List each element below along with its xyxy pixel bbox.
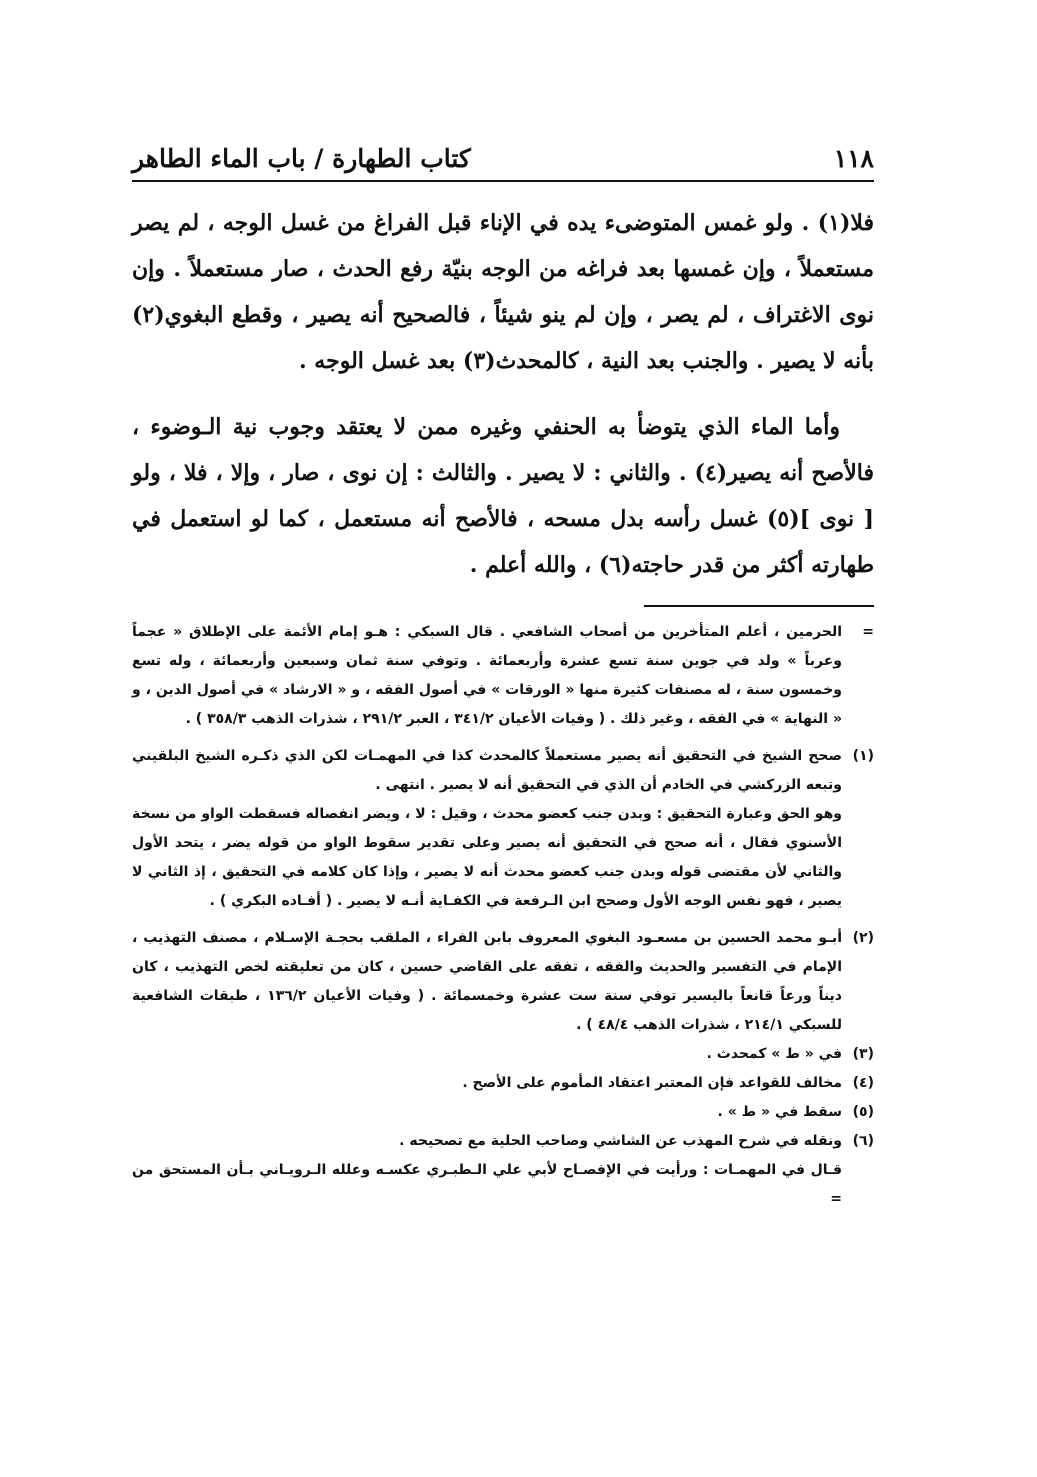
footnote-number: (١) bbox=[852, 748, 874, 764]
footnote-number: (٥) bbox=[852, 1104, 874, 1120]
footnote-text: في « ط » كمحدث . bbox=[706, 1046, 842, 1062]
footnote-text: صحح الشيخ في التحقيق أنه يصير مستعملاً كالمحدث كذا في المهمـات لكن الذي ذكـره الشيخ البلقيني وتبعه الزركشي في الخادم أن الذي في التحقيق أنه لا يصير . انتهى . bbox=[132, 748, 842, 793]
footnote-text: ونقله في شرح المهذب عن الشاشي وصاحب الحلية مع تصحيحه . bbox=[399, 1133, 842, 1149]
main-paragraph: وأما الماء الذي يتوضأ به الحنفي وغيره ممن لا يعتقد وجوب نية الـوضوء ، فالأصح أنه يصير(٤) . والثاني : لا يصير . والثالث : إن نوى ، صار ، وإلا ، فلا ، ولو [ نوى ](٥) غسل رأسه بدل مسحه ، فالأصح أنه مستعمل ، كما لو استعمل في طهارته أكثر من قدر حاجته(٦) ، والله أعلم . bbox=[132, 414, 874, 578]
footnote-4 bbox=[132, 1069, 874, 1098]
footnote-separator bbox=[644, 605, 874, 607]
footnote-text: سقط في « ط » . bbox=[717, 1104, 842, 1120]
footnotes bbox=[132, 618, 874, 1222]
footnote-6 bbox=[132, 1127, 874, 1156]
footnote-1-continuation: وهو الحق وعبارة التحقيق : وبدن جنب كعضو محدث ، وقيل : لا ، ويضر انفصاله فسقطت الواو من نسخة الأسنوي فقال ، أنه صحح في التحقيق أنه يصير وعلى تقدير سقوط الواو من قوله يضر ، يتحد الأول والثاني لأن مقتضى قوله وبدن جنب كعضو محدث أنه لا يصير ، وإذا كان كلامه في التحقيق ، إذ الثاني لا يصير ، فهو نفس الوجه الأول وصحح ابن الـرفعة في الكفـاية أنـه لا يصير . ( أفـاده البكري ) . bbox=[132, 806, 842, 909]
page-header bbox=[132, 140, 874, 182]
footnote-2 bbox=[132, 924, 874, 1040]
main-paragraph: فلا(١) . ولو غمس المتوضىء يده في الإناء قبل الفراغ من غسل الوجه ، لم يصر مستعملاً ، وإن غمسها بعد فراغه من الوجه بنيّة رفع الحدث ، صار مستعملاً . وإن نوى الاغتراف ، لم يصر ، وإن لم ينو شيئاً ، فالصحيح أنه يصير ، وقطع البغوي(٢) بأنه لا يصير . والجنب بعد النية ، كالمحدث(٣) بعد غسل الوجه . bbox=[132, 210, 874, 374]
footnote-continuation bbox=[132, 618, 874, 734]
footnote-text: أبـو محمد الحسين بن مسعـود البغوي المعروف بابن الفراء ، الملقب بحجـة الإسـلام ، مصنف التهذيب ، الإمام في التفسير والحديث والفقه ، تفقه على القاضي حسين ، كان من تعليقته لخص التهذيب ، كان ديناً ورعاً قانعاً باليسير توفي سنة ست عشرة وخمسمائة . ( وفيات الأعيان ١٣٦/٢ ، طبقات الشافعية للسبكي ٢١٤/١ ، شذرات الذهب ٤٨/٤ ) . bbox=[132, 930, 842, 1033]
footnote-number: (٦) bbox=[852, 1133, 874, 1149]
footnote-5 bbox=[132, 1098, 874, 1127]
continuation-mark: = bbox=[862, 624, 874, 640]
footnote-text: الحرمين ، أعلم المتأخرين من أصحاب الشافعي . قال السبكي : هـو إمام الأئمة على الإطلاق « عجماً وعرباً » ولد في جوين سنة تسع عشرة وأربعمائة . وتوفي سنة ثمان وسبعين وأربعمائة ، وله تسع وخمسون سنة ، له مصنفات كثيرة منها « الورقات » في أصول الفقه ، و « الارشاد » في أصول الدين ، و « النهاية » في الفقه ، وغير ذلك . ( وفيات الأعيان ٣٤١/٢ ، العبر ٢٩١/٢ ، شذرات الذهب ٣٥٨/٣ ) . bbox=[132, 624, 842, 727]
running-title: كتاب الطهارة / باب الماء الطاهر bbox=[132, 144, 471, 173]
footnote-number: (٢) bbox=[852, 930, 874, 946]
footnote-3 bbox=[132, 1040, 874, 1069]
main-text bbox=[132, 200, 874, 588]
page-number: ١١٨ bbox=[833, 144, 874, 173]
footnote-1 bbox=[132, 742, 874, 800]
footnote-number: (٣) bbox=[852, 1046, 874, 1062]
footnote-number: (٤) bbox=[852, 1075, 874, 1091]
footnote-text: مخالف للقواعد فإن المعتبر اعتقاد المأموم على الأصح . bbox=[462, 1075, 842, 1091]
footnote-6-continuation: قـال في المهمـات : ورأيت في الإفصـاح لأبي علي الـطبـري عكسـه وعلله الـرويـاني بـأن المستحق من = bbox=[132, 1162, 842, 1207]
